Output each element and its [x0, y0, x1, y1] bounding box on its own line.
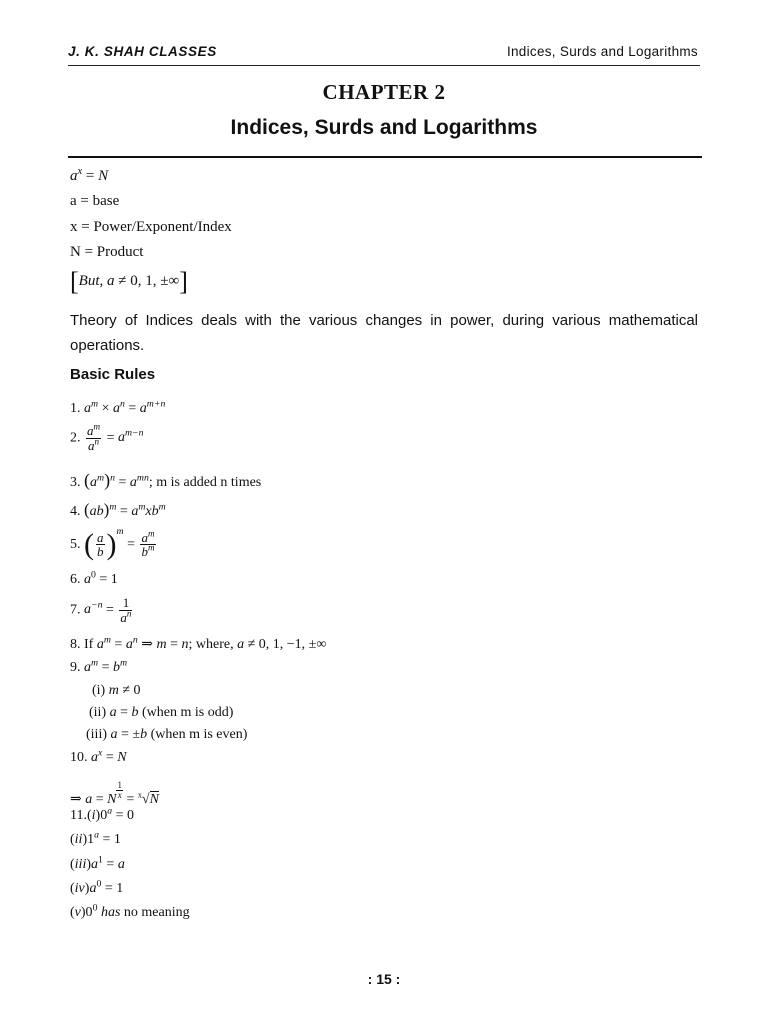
basic-rules-heading: Basic Rules	[70, 366, 156, 383]
definition-equation: $a^x = N$	[70, 166, 109, 184]
rule-10-result: ⇒ a = N $^{\frac{1}{x}}$ = $^x$√N	[70, 780, 159, 808]
rule-11-iii: $(iii)a^1 = a$	[70, 854, 125, 872]
title-divider	[68, 156, 702, 158]
rule-3: 3. $(a^m)^n = a^{mn}$; m is added n times	[70, 470, 262, 490]
rule-9-ii-marker: (ii)	[89, 705, 107, 720]
rule-1: 1. $a^m \times a^n = a^{m+n}$	[70, 398, 166, 416]
rule-7: 7. $a^{-n}$ = $\frac{1}{a^n}$	[70, 595, 132, 625]
rule-6: 6. $a^0 = 1$	[70, 569, 118, 587]
definition-base: a = base	[70, 193, 120, 209]
rule-11-ii: $(ii)1^a = 1$	[70, 829, 121, 847]
rule-3-note: m is added n times	[156, 475, 262, 490]
chapter-number: CHAPTER 2	[322, 80, 446, 104]
rule-4: 4. $(ab)^m = a^mxb^m$	[70, 500, 166, 519]
rule-9: 9. $a^m = b^m$	[70, 657, 128, 675]
definition-condition: [But, a ≠ 0, 1, ±∞]	[70, 267, 188, 296]
rule-11-i: $11.(i)0^a = 0$	[70, 805, 135, 823]
rule-8-where: where,	[195, 637, 234, 652]
rule-9-iii: (iii) a = ±b (when m is even)	[86, 727, 248, 742]
rule-10: 10. $a^x = N$	[70, 747, 127, 765]
rule-9-iii-marker: (iii)	[86, 727, 107, 742]
definition-product: N = Product	[70, 244, 144, 260]
rule-9-ii-note: (when m is odd)	[142, 705, 234, 720]
rule-9-i: (i) m ≠ 0	[92, 683, 141, 698]
rule-9-ii: (ii) a = b (when m is odd)	[89, 705, 234, 720]
definition-power: x = Power/Exponent/Index	[70, 219, 232, 235]
rule-11-iv: $(iv)a^0 = 1$	[70, 878, 124, 896]
header-chapter-title: Indices, Surds and Logarithms	[506, 44, 698, 59]
rule-11-v-note: no meaning	[123, 905, 190, 920]
page-number: : 15 :	[367, 971, 401, 987]
page-title: Indices, Surds and Logarithms	[230, 116, 538, 139]
rule-8: 8. If $a^m = a^n$ ⇒ m = n; where, a ≠ 0, 1, −1, ±∞	[70, 634, 327, 652]
header-divider	[68, 65, 700, 66]
rule-9-i-marker: (i)	[92, 683, 106, 698]
theory-paragraph: Theory of Indices deals with the various changes in power, during various mathematical operations.	[70, 312, 698, 354]
header-school-name: J. K. SHAH CLASSES	[68, 44, 217, 59]
rule-9-iii-note: (when m is even)	[150, 727, 248, 742]
rule-11-v: $(v)0^0$ has no meaning	[70, 902, 190, 920]
rule-5: 5. ( $\frac{a}{b}$ )$^m$ = $\frac{a^m}{b^m}$	[70, 526, 155, 561]
rule-2: 2. $\frac{a^m}{a^n}$ = $a^{m-n}$	[70, 421, 144, 453]
